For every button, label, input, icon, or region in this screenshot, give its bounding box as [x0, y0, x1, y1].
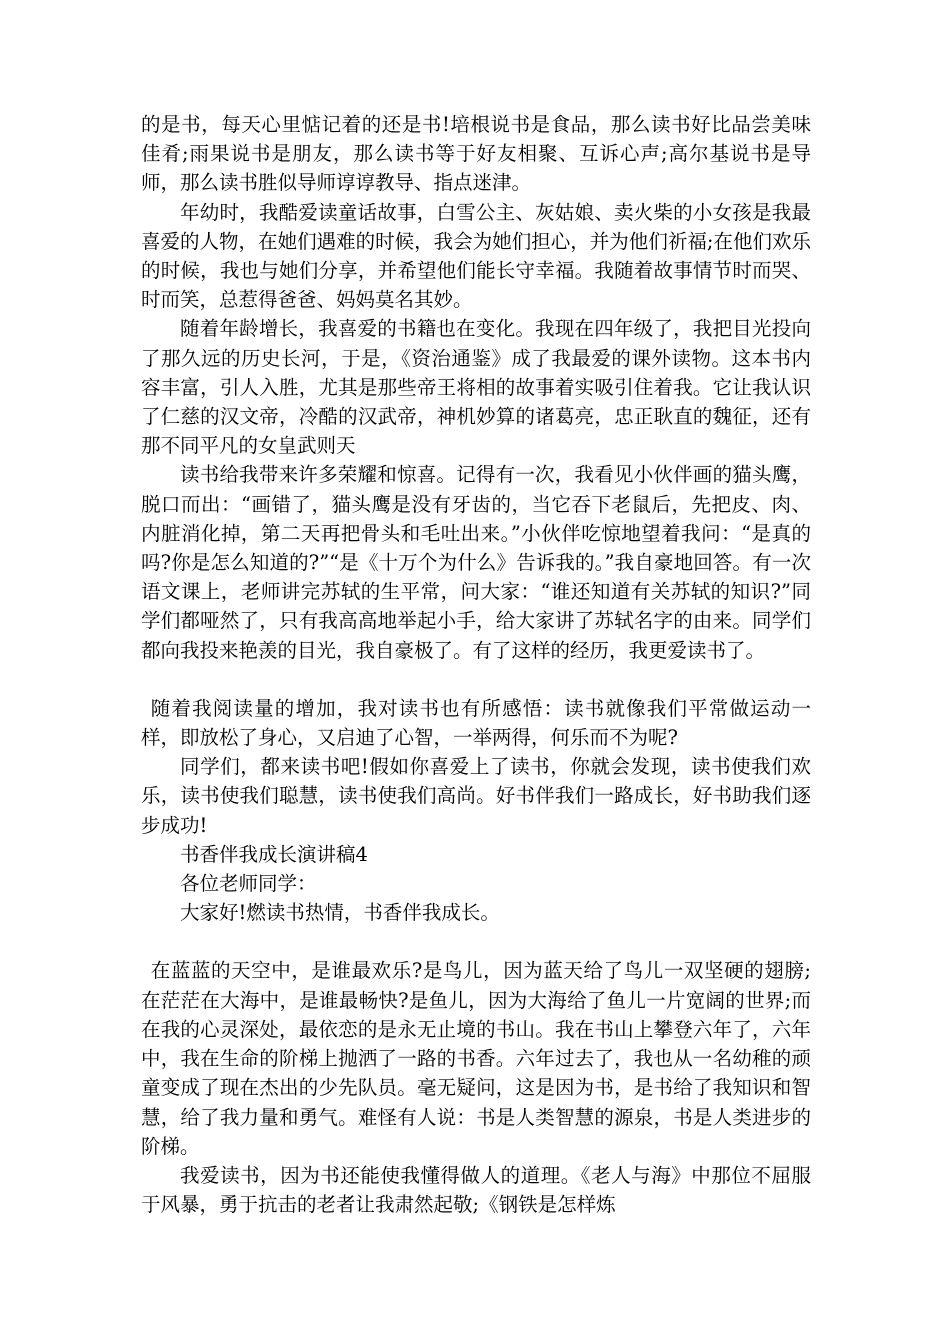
paragraph-book-mountain: 在蓝蓝的天空中，是谁最欢乐?是鸟儿，因为蓝天给了鸟儿一双坚硬的翅膀;在茫茫在大海中，是谁最畅快?是鱼儿，因为大海给了鱼儿一片宽阔的世界;而在我的心灵深处，最依恋的是永无止境的书山。我在书山上攀登六年了，六年中，我在生命的阶梯上抛洒了一路的书香。六年过去了，我也从一名幼稚的顽童变成了现在杰出的少先队员。毫无疑问，这是因为书，是书给了我知识和智慧，给了我力量和勇气。难怪有人说：书是人类智慧的源泉，书是人类进步的阶梯。 — [141, 959, 811, 1158]
paragraph-moral-lessons: 我爱读书，因为书还能使我懂得做人的道理。《老人与海》中那位不屈服于风暴，勇于抗击的老者让我肃然起敬;《钢铁是怎样炼 — [141, 1163, 811, 1217]
paragraph-call-to-read: 同学们，都来读书吧!假如你喜爱上了读书，你就会发现，读书使我们欢乐，读书使我们聪慧，读书使我们高尚。好书伴我们一路成长，好书助我们逐步成功! — [141, 755, 811, 837]
blank-line — [141, 927, 811, 956]
paragraph-continued: 的是书，每天心里惦记着的还是书!培根说书是食品，那么读书好比品尝美味佳肴;雨果说书是朋友，那么读书等于好友相聚、互诉心声;高尔基说书是导师，那么读书胜似导师谆谆教导、指点迷津。 — [141, 113, 811, 195]
paragraph-history-books: 随着年龄增长，我喜爱的书籍也在变化。我现在四年级了，我把目光投向了那久远的历史长河，于是，《资治通鉴》成了我最爱的课外读物。这本书内容丰富，引人入胜，尤其是那些帝王将相的故事着实吸引住着我。它让我认识了仁慈的汉文帝，冷酷的汉武帝，神机妙算的诸葛亮，忠正耿直的魏征，还有那不同平凡的女皇武则天 — [141, 317, 811, 458]
salutation: 各位老师同学： — [180, 872, 317, 896]
blank-line — [141, 665, 811, 694]
speech-title: 书香伴我成长演讲稿4 — [180, 842, 368, 866]
greeting: 大家好!燃读书热情，书香伴我成长。 — [180, 901, 500, 925]
paragraph-reflection: 随着我阅读量的增加，我对读书也有所感悟：读书就像我们平常做运动一样，即放松了身心，又启迪了心智，一举两得，何乐而不为呢? — [141, 696, 811, 750]
paragraph-childhood: 年幼时，我酷爱读童话故事，白雪公主、灰姑娘、卖火柴的小女孩是我最喜爱的人物，在她们遇难的时候，我会为她们担心，并为他们祈福;在他们欢乐的时候，我也与她们分享，并希望他们能长守幸福。我随着故事情节时而哭、时而笑，总惹得爸爸、妈妈莫名其妙。 — [141, 200, 811, 312]
paragraph-honors: 读书给我带来许多荣耀和惊喜。记得有一次，我看见小伙伴画的猫头鹰，脱口而出：“画错了，猫头鹰是没有牙齿的，当它吞下老鼠后，先把皮、肉、内脏消化掉，第二天再把骨头和毛吐出来。”小伙伴吃惊地望着我问：“是真的吗?你是怎么知道的?”“是《十万个为什么》告诉我的。”我自豪地回答。有一次语文课上，老师讲完苏轼的生平常，问大家：“谁还知道有关苏轼的知识?”同学们都哑然了，只有我高高地举起小手，给大家讲了苏轼名字的由来。同学们都向我投来艳羡的目光，我自豪极了。有了这样的经历，我更爱读书了。 — [141, 463, 811, 662]
document-page — [141, 110, 811, 1219]
